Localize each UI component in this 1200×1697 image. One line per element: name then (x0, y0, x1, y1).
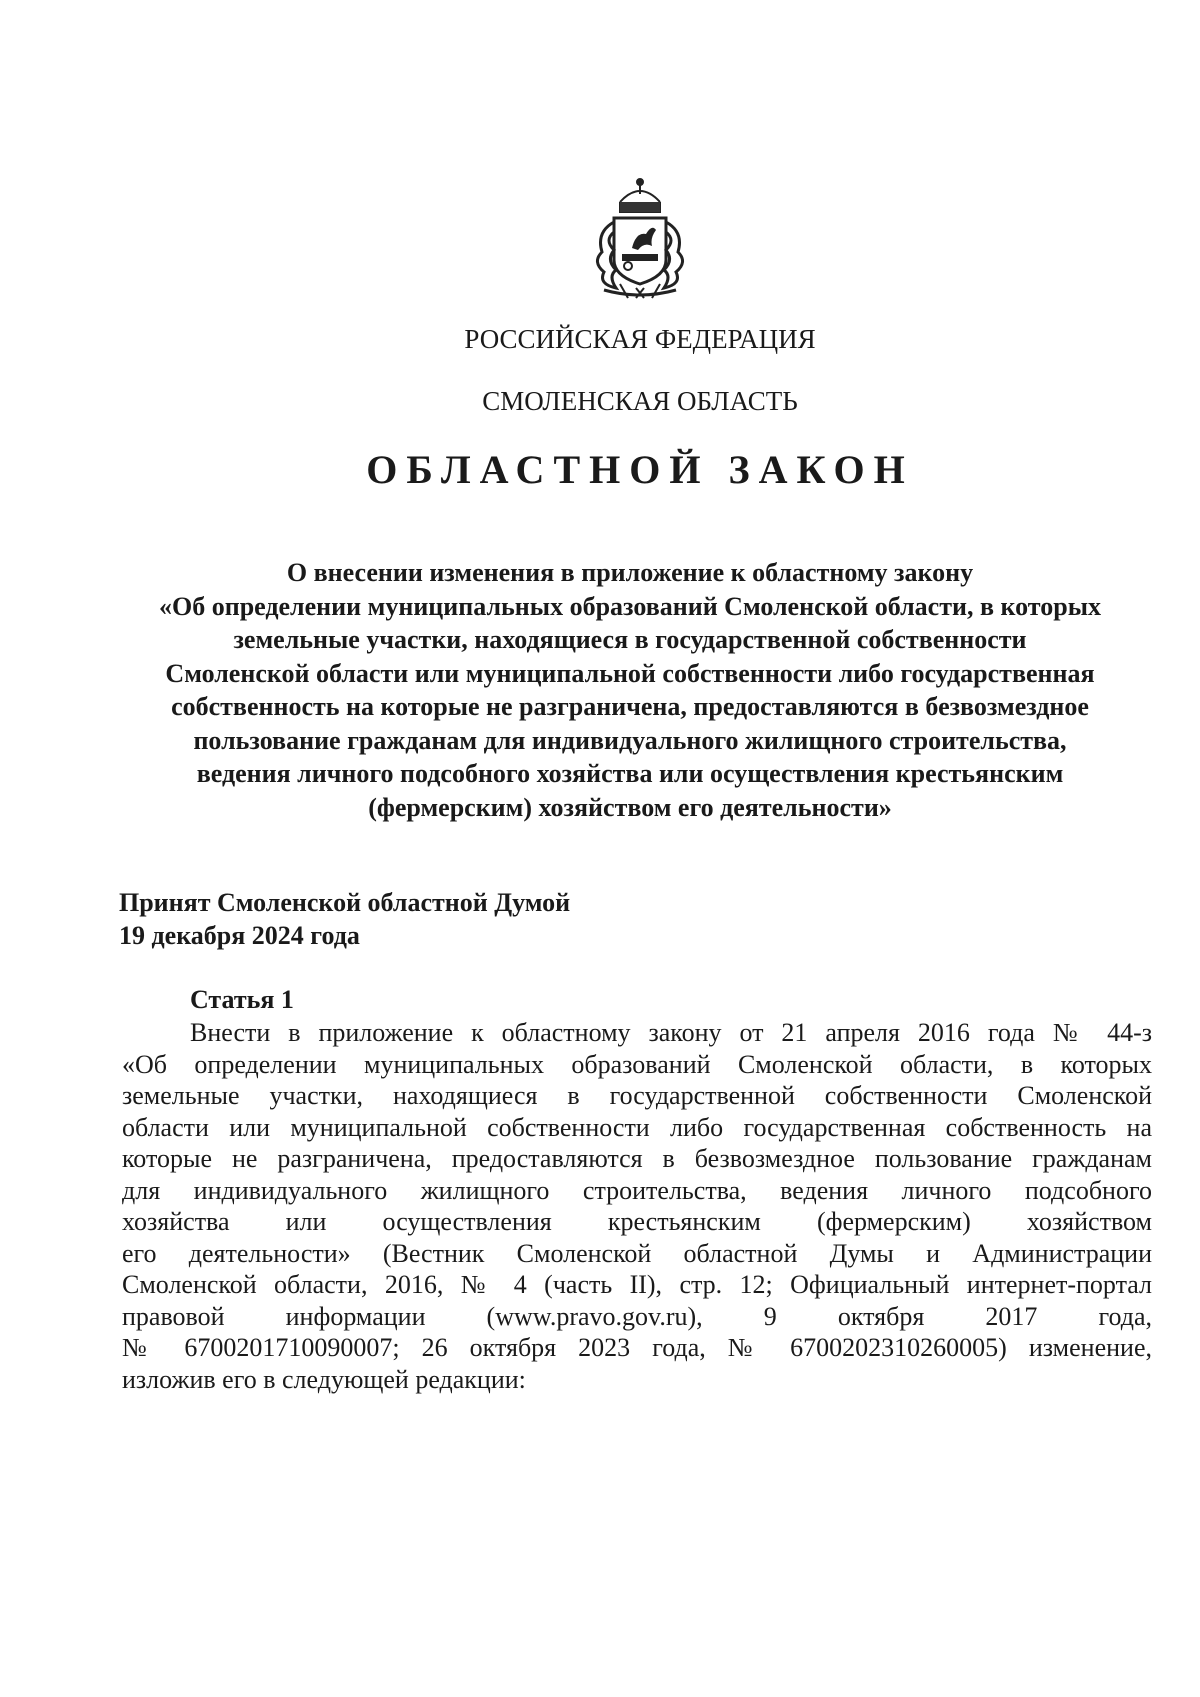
article-line: его деятельности» (Вестник Смоленской областной Думы и Администрации (122, 1238, 1152, 1268)
article-line: для индивидуального жилищного строительства, ведения личного подсобного (122, 1175, 1152, 1205)
article-line: хозяйства или осуществления крестьянским (фермерским) хозяйством (122, 1207, 1152, 1236)
law-title-line: собственность на которые не разграничена, предоставляются в безвозмездное (171, 692, 1089, 721)
law-title-line: Смоленской области или муниципальной собственности либо государственная (165, 658, 1095, 688)
law-title-line: ведения личного подсобного хозяйства или осуществления крестьянским (196, 759, 1064, 788)
article-line: земельные участки, находящиеся в государственной собственности Смоленской (122, 1081, 1152, 1110)
document-type-heading: ОБЛАСТНОЙ ЗАКОН (366, 447, 914, 492)
article-line: «Об определении муниципальных образований Смоленской области, в которых (122, 1049, 1152, 1079)
law-title (110, 556, 1150, 824)
article-body (122, 1017, 1152, 1395)
law-title-line: пользование гражданам для индивидуального жилищного строительства, (193, 725, 1067, 755)
article-line: Смоленской области, 2016, № 4 (часть II), стр. 12; Официальный интернет-портал (122, 1270, 1152, 1299)
country-name: РОССИЙСКАЯ ФЕДЕРАЦИЯ (464, 324, 816, 354)
article-line: Внести в приложение к областному закону от 21 апреля 2016 года № 44-з (190, 1018, 1152, 1047)
article-line: правовой информации (www.pravo.gov.ru), 9 октября 2017 года, (122, 1301, 1152, 1331)
article-line: области или муниципальной собственности либо государственная собственность на (122, 1112, 1152, 1142)
law-title-line: (фермерским) хозяйством его деятельности» (368, 792, 892, 822)
adoption-info (119, 886, 570, 952)
article-line: которые не разграничена, предоставляются в безвозмездное пользование гражданам (122, 1144, 1152, 1173)
article-line: изложив его в следующей редакции: (122, 1364, 526, 1394)
region-name: СМОЛЕНСКАЯ ОБЛАСТЬ (482, 386, 798, 416)
law-title-line: О внесении изменения в приложение к областному закону (286, 558, 974, 587)
law-title-line: «Об определении муниципальных образований Смоленской области, в которых (159, 591, 1101, 621)
article-line: № 6700201710090007; 26 октября 2023 года, № 6700202310260005) изменение, (122, 1333, 1152, 1362)
coat-of-arms-icon (580, 172, 700, 302)
law-title-line: земельные участки, находящиеся в государственной собственности (233, 625, 1027, 654)
article-heading: Статья 1 (190, 985, 294, 1014)
adoption-date: 19 декабря 2024 года (119, 921, 360, 950)
adoption-body: Принят Смоленской областной Думой (119, 888, 571, 917)
